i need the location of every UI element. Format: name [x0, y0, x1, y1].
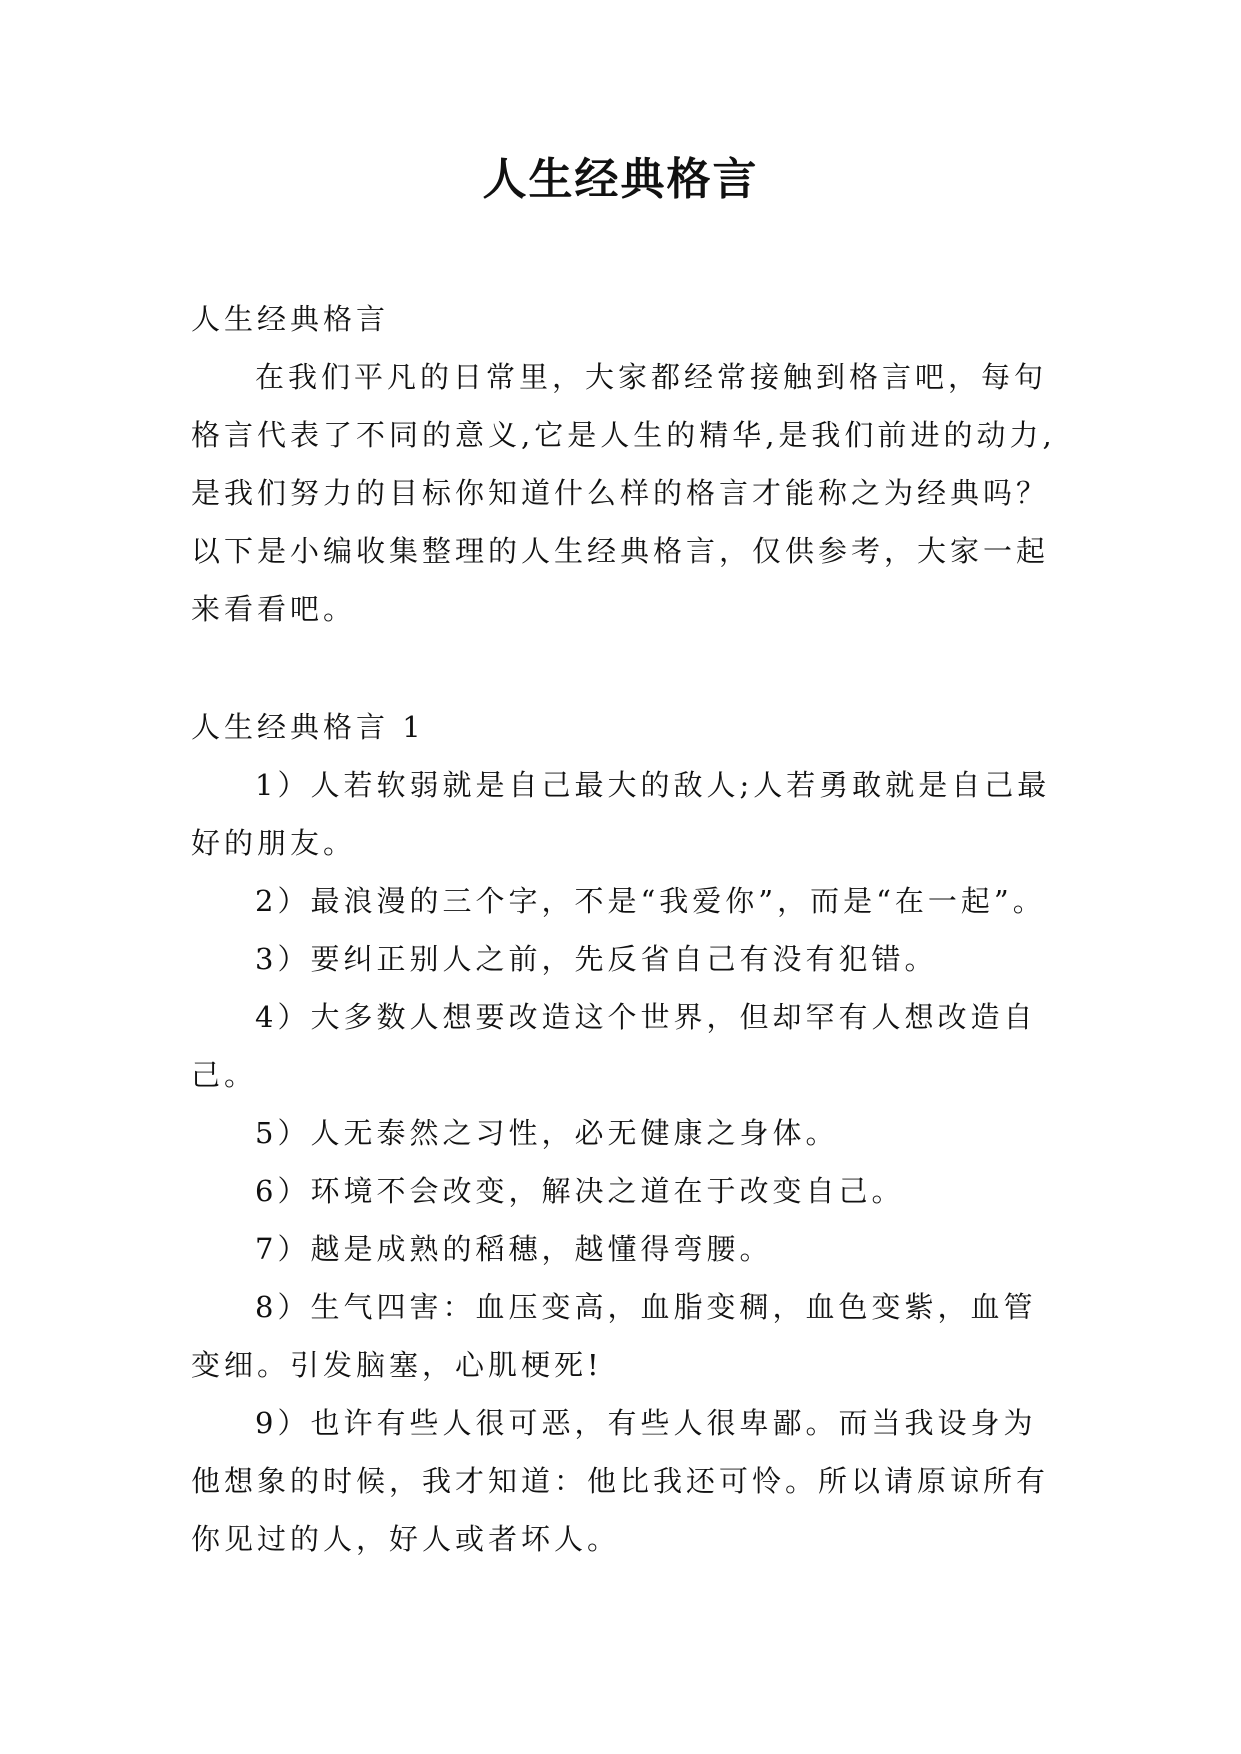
list-item: 8）生气四害：血压变高，血脂变稠，血色变紫，血管变细。引发脑塞，心肌梗死! [191, 1290, 1037, 1382]
list-item: 3）要纠正别人之前，先反省自己有没有犯错。 [255, 942, 938, 976]
document-title: 人生经典格言 [482, 154, 759, 205]
list-item: 5）人无泰然之习性，必无健康之身体。 [255, 1116, 839, 1150]
list-item: 7）越是成熟的稻穗，越懂得弯腰。 [255, 1232, 773, 1266]
list-item: 6）环境不会改变，解决之道在于改变自己。 [255, 1174, 905, 1208]
document-body [191, 290, 1061, 1568]
section-spacer [191, 638, 1061, 698]
list-item: 9）也许有些人很可恶，有些人很卑鄙。而当我设身为他想象的时候，我才知道：他比我还可怜。所以请原谅所有你见过的人，好人或者坏人。 [191, 1406, 1050, 1556]
list-item: 1）人若软弱就是自己最大的敌人;人若勇敢就是自己最好的朋友。 [191, 768, 1051, 860]
list-item: 4）大多数人想要改造这个世界，但却罕有人想改造自己。 [191, 1000, 1037, 1092]
intro-heading: 人生经典格言 [191, 302, 390, 336]
intro-paragraph: 在我们平凡的日常里，大家都经常接触到格言吧，每句格言代表了不同的意义,它是人生的精华,是我们前进的动力,是我们努力的目标你知道什么样的格言才能称之为经典吗？以下是小编收集整理的人生经典格言，仅供参考，大家一起来看看吧。 [191, 360, 1056, 626]
section-heading: 人生经典格言 1 [191, 710, 425, 744]
list-item: 2）最浪漫的三个字，不是“我爱你”，而是“在一起”。 [255, 884, 1046, 918]
